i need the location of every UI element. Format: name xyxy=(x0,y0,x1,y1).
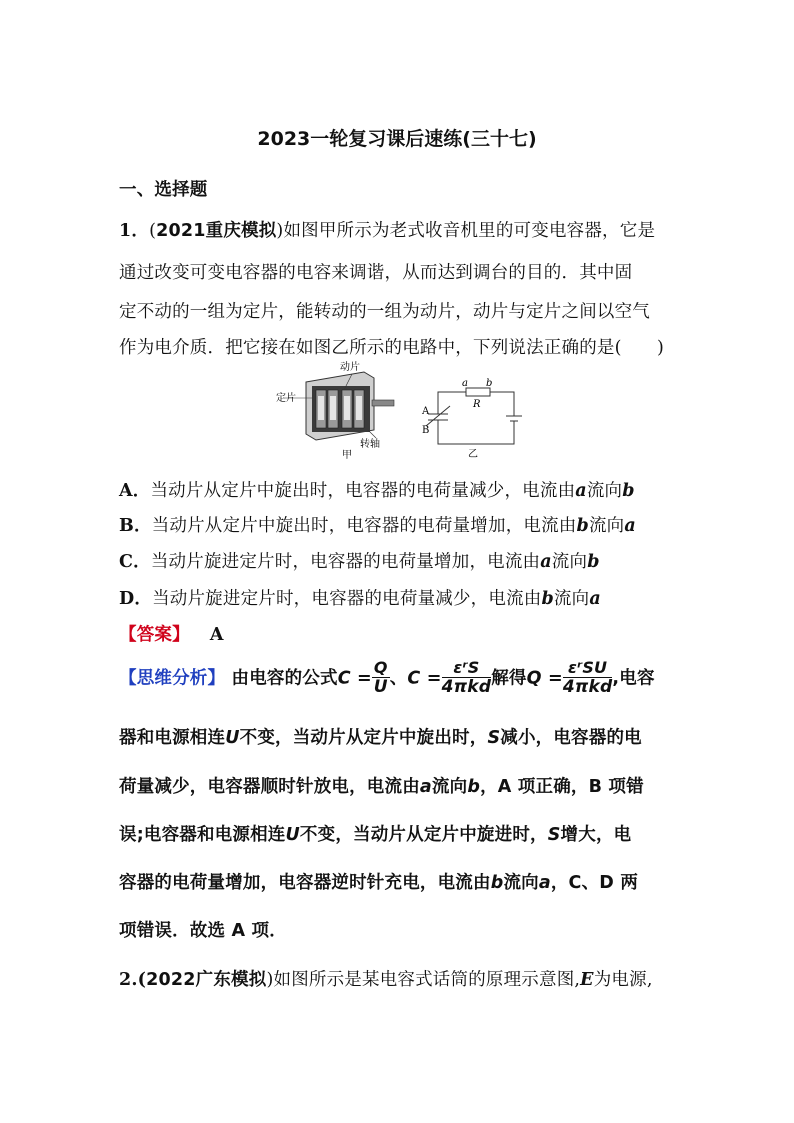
q1-number: 1． xyxy=(119,221,150,241)
option-var: b xyxy=(541,589,554,609)
formula-lhs: C = xyxy=(407,668,442,689)
analysis-text: 不变，当动片从定片中旋出时， xyxy=(239,728,488,748)
option-var: a xyxy=(540,552,552,572)
option-var: b xyxy=(576,516,589,536)
analysis-line-2 xyxy=(119,724,642,749)
q1-stem-line-2: 通过改变可变电容器的电容来调谐，从而达到调台的目的．其中固 xyxy=(119,263,633,283)
caption-jia: 甲 xyxy=(342,450,352,460)
q2-stem-text: 为电源, xyxy=(593,970,653,990)
caption-yi: 乙 xyxy=(468,449,478,460)
label-A: A xyxy=(422,406,430,417)
analysis-text: 解得 xyxy=(491,668,527,689)
analysis-line-4 xyxy=(119,821,631,846)
analysis-var: a xyxy=(419,777,432,797)
label-dingpian: 定片 xyxy=(276,393,296,404)
option-c xyxy=(119,548,600,573)
q1-stem-line-4: 作为电介质．把它接在如图乙所示的电路中，下列说法正确的是( ) xyxy=(119,338,665,358)
page-title: 2023一轮复习课后速练(三十七) xyxy=(257,128,537,150)
q2-var-e: E xyxy=(580,970,594,990)
option-mid: 流向 xyxy=(588,516,625,536)
analysis-text: 流向 xyxy=(503,873,539,893)
label-B: B xyxy=(422,425,430,436)
analysis-text: 容器的电荷量增加，电容器逆时针充电，电流由 xyxy=(119,873,491,893)
section-heading: 一、选择题 xyxy=(119,180,208,200)
option-var: a xyxy=(589,589,601,609)
analysis-text: ，A 项正确，B 项错 xyxy=(480,777,644,797)
label-R: R xyxy=(473,399,481,410)
analysis-line-3 xyxy=(119,773,644,798)
variable-capacitor-figure xyxy=(276,360,396,460)
answer-line xyxy=(119,621,224,646)
q1-stem-line-1 xyxy=(119,217,655,242)
q2-stem-text: )如图所示是某电容式话筒的原理示意图, xyxy=(266,970,581,990)
option-var: a xyxy=(575,481,587,501)
answer-value: A xyxy=(209,625,224,645)
formula-den: 4πkd xyxy=(441,676,492,697)
option-var: b xyxy=(587,552,600,572)
analysis-tag: 【思维分析】 xyxy=(119,668,226,689)
q1-source-open: ( xyxy=(149,221,157,241)
option-var: b xyxy=(622,481,635,501)
analysis-text: 荷量减少，电容器顺时针放电，电流由 xyxy=(119,777,420,797)
circuit-figure xyxy=(418,360,528,460)
option-b xyxy=(119,512,636,537)
formula-den: U xyxy=(373,676,388,697)
analysis-var: S xyxy=(487,728,501,748)
q2-stem-line-1 xyxy=(119,966,653,991)
option-label: A． xyxy=(119,481,151,501)
option-text: 当动片从定片中旋出时，电容器的电荷量减少，电流由 xyxy=(150,481,576,501)
analysis-var: a xyxy=(538,873,551,893)
analysis-text: 不变，当动片从定片中旋进时， xyxy=(299,825,548,845)
analysis-text: 减小，电容器的电 xyxy=(500,728,642,748)
analysis-var: S xyxy=(547,825,561,845)
option-text: 当动片旋进定片时，电容器的电荷量增加，电流由 xyxy=(150,552,541,572)
option-var: a xyxy=(624,516,636,536)
analysis-text: 增大，电 xyxy=(560,825,632,845)
q2-number: 2.( xyxy=(119,970,147,990)
option-mid: 流向 xyxy=(551,552,588,572)
analysis-text: 流向 xyxy=(431,777,468,797)
analysis-text: ，C、D 两 xyxy=(550,873,639,893)
option-mid: 流向 xyxy=(553,589,590,609)
option-text: 当动片旋进定片时，电容器的电荷量减少，电流由 xyxy=(152,589,542,609)
option-label: C． xyxy=(119,552,151,572)
formula-q-over-u xyxy=(372,660,390,697)
formula-num: εʳS xyxy=(442,660,492,678)
analysis-text: 误;电容器和电源相连 xyxy=(119,825,286,845)
label-zhuanzhou: 转轴 xyxy=(360,439,380,450)
analysis-text: 器和电源相连 xyxy=(119,728,226,748)
q1-stem-line-3: 定不动的一组为定片，能转动的一组为动片，动片与定片之间以空气 xyxy=(119,302,650,322)
label-b: b xyxy=(486,378,493,389)
answer-tag: 【答案】 xyxy=(119,625,190,645)
q1-source: 2021重庆模拟 xyxy=(156,221,277,241)
formula-esu-over-4pikd xyxy=(563,660,613,697)
analysis-var: b xyxy=(467,777,481,797)
option-mid: 流向 xyxy=(586,481,623,501)
analysis-text: 由电容的公式 xyxy=(231,668,338,689)
option-label: B． xyxy=(119,516,152,536)
analysis-var: U xyxy=(285,825,300,845)
q1-stem-text-1: )如图甲所示为老式收音机里的可变电容器，它是 xyxy=(276,221,656,241)
formula-es-over-4pikd xyxy=(442,660,492,697)
formula-sep: 、 xyxy=(389,668,408,689)
option-text: 当动片从定片中旋出时，电容器的电荷量增加，电流由 xyxy=(151,516,577,536)
analysis-text: ,电容 xyxy=(612,668,655,689)
option-a xyxy=(119,477,635,502)
q2-source: 2022广东模拟 xyxy=(146,970,267,990)
formula-num: Q xyxy=(373,658,388,677)
analysis-line-1 xyxy=(119,660,655,697)
analysis-line-5 xyxy=(119,869,638,894)
formula-num: εʳSU xyxy=(563,660,613,678)
option-d xyxy=(119,585,601,610)
label-dongpian: 动片 xyxy=(340,362,360,373)
formula-lhs: C = xyxy=(337,668,372,689)
formula-lhs: Q = xyxy=(526,668,563,689)
label-a: a xyxy=(462,378,468,389)
analysis-line-6: 项错误．故选 A 项． xyxy=(119,921,287,941)
analysis-var: b xyxy=(490,873,504,893)
option-label: D． xyxy=(119,589,153,609)
formula-den: 4πkd xyxy=(562,676,613,697)
analysis-var: U xyxy=(225,728,240,748)
